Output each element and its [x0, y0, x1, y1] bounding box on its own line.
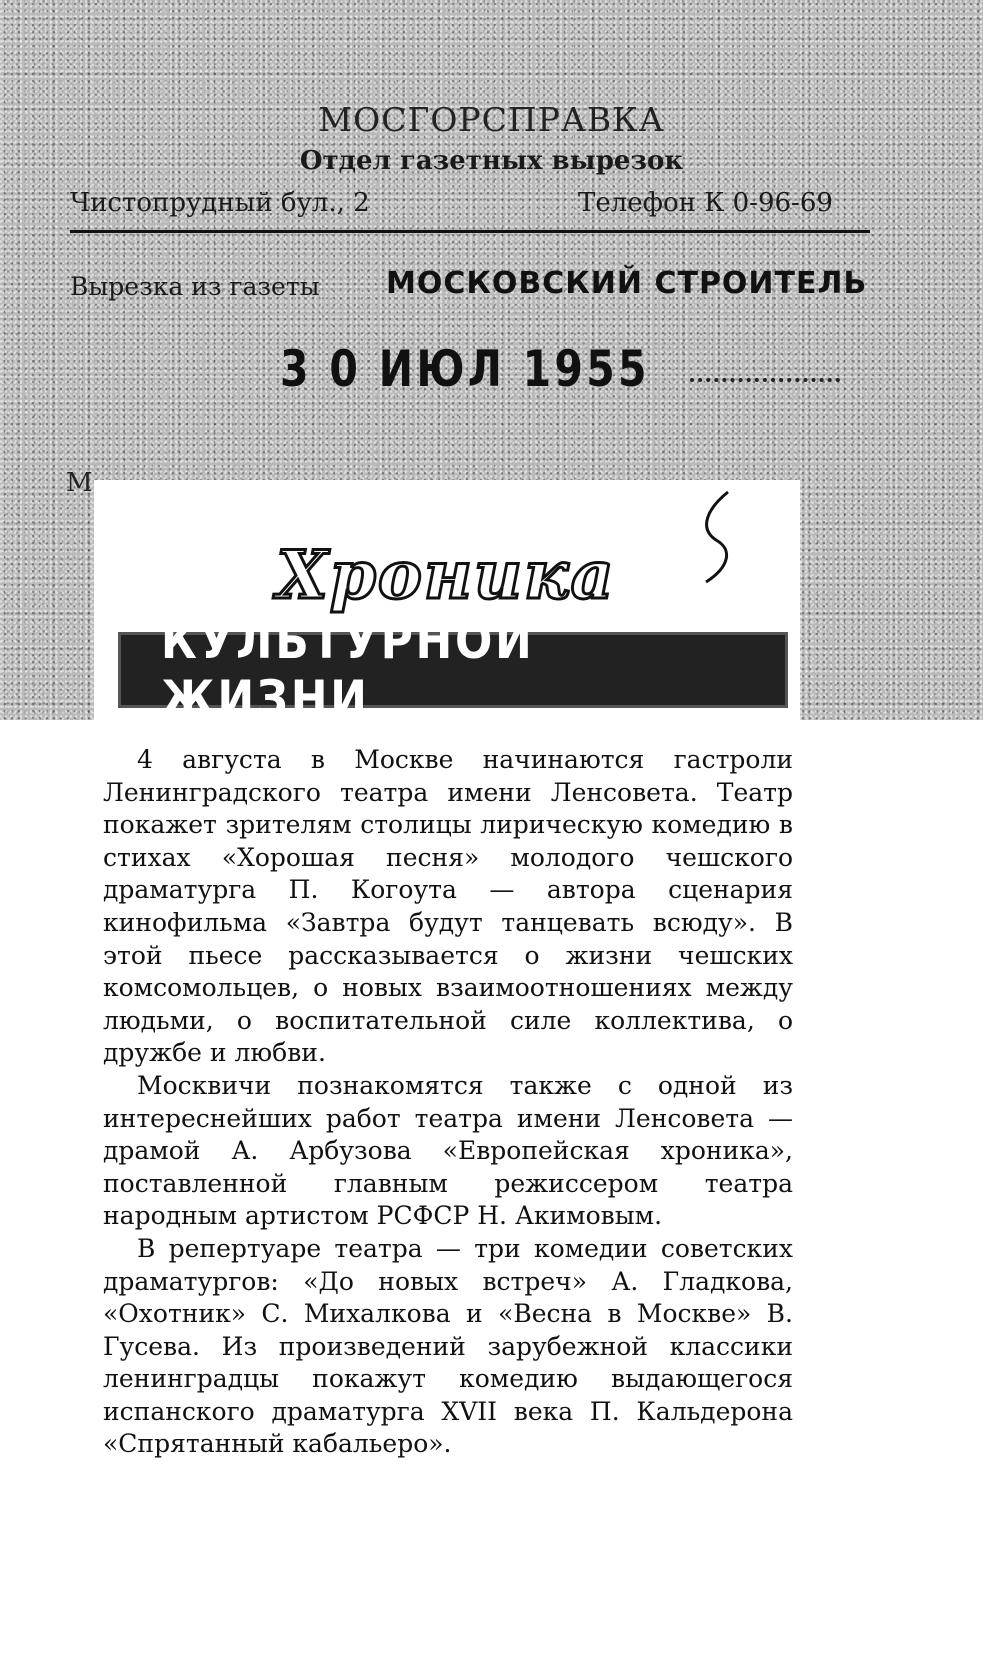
- organization-name: МОСГОРСПРАВКА: [318, 100, 665, 139]
- phone-number: Телефон К 0-96-69: [578, 188, 833, 218]
- stamp-dots: [690, 378, 840, 382]
- heading-main: КУЛЬТУРНОЙ ЖИЗНИ: [160, 612, 535, 728]
- address: Чистопрудный бул., 2: [70, 188, 370, 218]
- article-body: [103, 744, 793, 1461]
- clipping-label: Вырезка из газеты: [70, 272, 320, 301]
- article-paragraph: Москвичи познакомятся также с одной из интереснейших работ театра имени Ленсовета — драмой А. Арбузова «Европейская хроника», поставленной главным режиссером театра народным артистом РСФСР Н. Акимовым.: [103, 1070, 793, 1231]
- heading-banner: [118, 612, 788, 728]
- divider-rule: [70, 230, 870, 233]
- heading-script: Хроника: [276, 536, 616, 614]
- article-paragraph: 4 августа в Москве начинаются гастроли Ленинградского театра имени Ленсовета. Театр покажет зрителям столицы лирическую комедию в стихах «Хорошая песня» молодого чешского драматурга П. Когоута — автора сценария кинофильма «Завтра будут танцевать всюду». В этой пьесе рассказывается о жизни чешских комсомольцев, о новых взаимоотношениях между людьми, о воспитательной силе коллектива, о дружбе и любви.: [103, 745, 793, 1068]
- department-name: Отдел газетных вырезок: [299, 146, 684, 176]
- newspaper-name: МОСКОВСКИЙ СТРОИТЕЛЬ: [386, 266, 868, 301]
- date-stamp: 3 0 ИЮЛ 1955: [280, 340, 650, 398]
- article-paragraph: В репертуаре театра — три комедии советских драматургов: «До новых встреч» А. Гладкова, «Охотник» С. Михалкова и «Весна в Москве» В. Гусева. Из произведений зарубежной классики ленинградцы покажут комедию выдающегося испанского драматурга XVII века П. Кальдерона «Спрятанный кабальеро».: [103, 1233, 793, 1459]
- pencil-mark-icon: [688, 488, 748, 588]
- form-partial-text: М: [66, 468, 93, 498]
